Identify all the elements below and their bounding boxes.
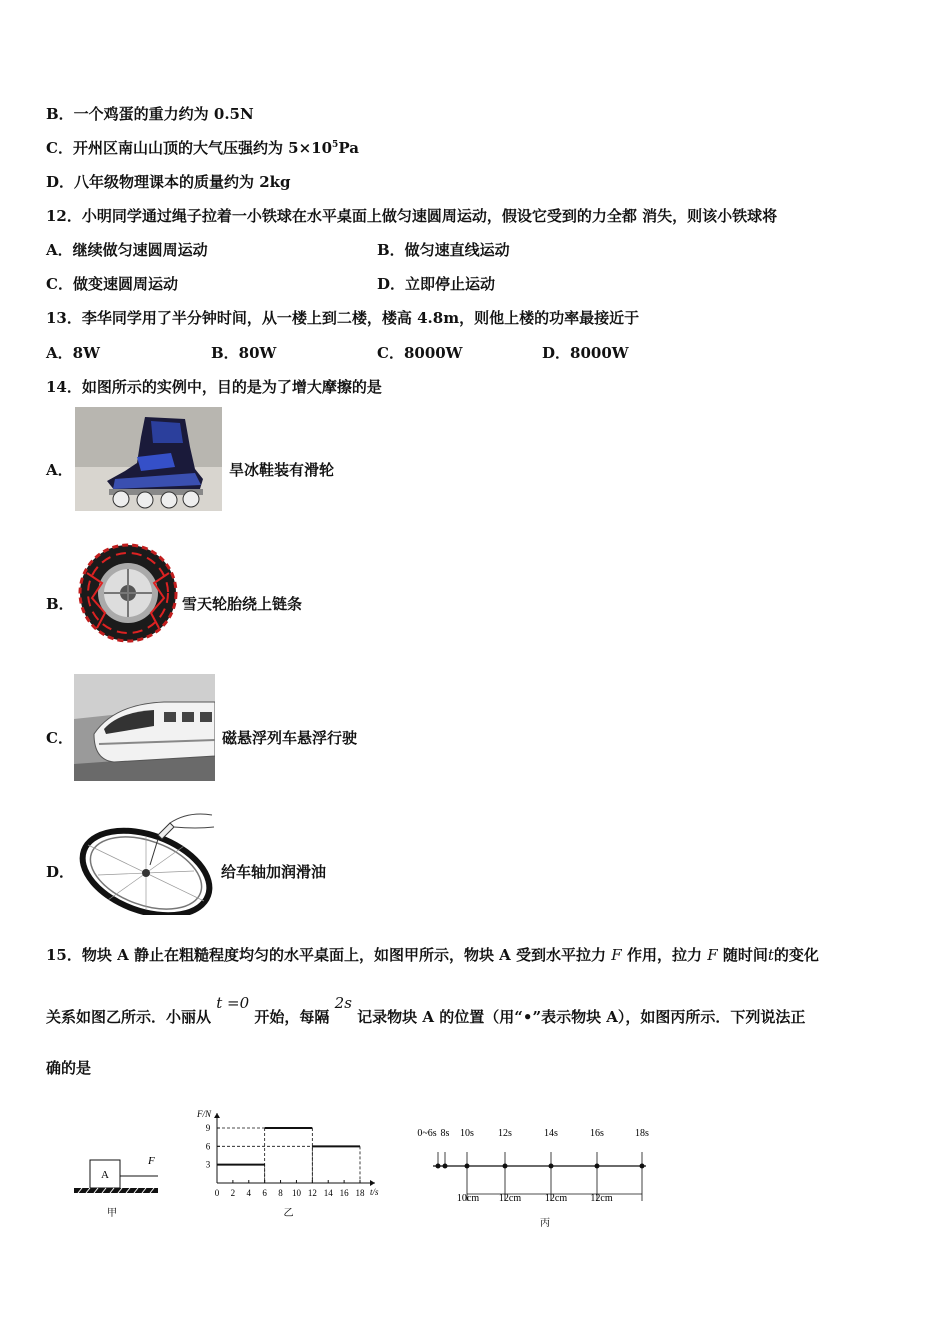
q15-line2-pre: 关系如图乙所示．小丽从 [46,1008,212,1026]
q12-option-d: D．立即停止运动 [377,275,496,293]
var-2s: 2s [334,994,352,1012]
x-tick-label: 8 [278,1188,283,1198]
var-t0: t =0 [216,994,250,1012]
maglev-image [74,674,215,781]
var-f-1: F [611,946,622,964]
q13-stem: 13．李华同学用了半分钟时间，从一楼上到二楼，楼高 4.8m，则他上楼的功率最接近于 [46,309,640,327]
q14-option-c-text: 磁悬浮列车悬浮行驶 [222,729,358,747]
time-label: 18s [635,1128,649,1139]
q14-option-b-text: 雪天轮胎绕上链条 [182,595,303,613]
y-axis-arrow [214,1113,220,1118]
distance-label: 12cm [590,1193,613,1204]
x-tick-label: 10 [291,1188,301,1198]
x-tick-label: 16 [339,1188,349,1198]
q13-option-c: C．8000W [377,344,463,362]
q14-option-d-text: 给车轴加润滑油 [221,863,327,881]
q15-line3: 确的是 [46,1059,92,1077]
x-axis-arrow [370,1180,375,1186]
q11-option-d: D．八年级物理课本的质量约为 2kg [46,173,291,191]
distance-label: 10cm [456,1193,480,1204]
q14-option-a-text: 旱冰鞋装有滑轮 [229,461,335,479]
x-tick-label: 18 [355,1188,365,1198]
time-label: 8s [440,1128,450,1139]
time-label: 16s [590,1128,604,1139]
q11-option-b: B．一个鸡蛋的重力约为 0.5N [46,105,254,123]
q14-option-c-letter: C． [46,729,73,747]
y-tick-label: 9 [205,1123,211,1133]
q11-option-c-sup: 5 [332,140,339,150]
q15-line1-mid: 作用，拉力 [626,946,702,964]
q15-line1-post: 的变化 [773,946,819,964]
figure-jia [70,1150,165,1225]
x-tick-label: 4 [246,1188,252,1198]
distance-label: 12cm [498,1193,522,1204]
skate-image [75,407,222,511]
chart-axes [214,1113,375,1186]
x-tick-label: 14 [323,1188,333,1198]
x-tick-label: 12 [307,1188,317,1198]
q13-option-d: D．8000W [542,344,629,362]
bicycle-wheel-image [78,805,218,915]
q15-line2 [46,994,806,1027]
figure-yi-caption: 乙 [283,1208,294,1219]
q14-stem: 14．如图所示的实例中，目的是为了增大摩擦的是 [46,378,382,396]
y-axis-label: F/N [197,1109,212,1119]
q11-option-c-pre: C．开州区南山山顶的大气压强约为 5×10 [46,139,333,157]
figure-jia-caption: 甲 [107,1208,117,1219]
q15-line1-pre: 15．物块 A 静止在粗糙程度均匀的水平桌面上，如图甲所示，物块 A 受到水平拉力 [46,946,607,964]
force-f-label: F [148,1155,155,1167]
distance-label: 12cm [544,1193,568,1204]
time-label: 14s [544,1128,558,1139]
tire-chain-image [77,543,179,643]
q14-option-d-letter: D． [46,863,75,881]
x-axis-label: t/s [370,1187,379,1197]
q14-option-a-letter: A． [46,461,73,479]
q15-line1-mid2: 随时间 [722,946,768,964]
q15-line1 [46,944,819,965]
block-position-dot [436,1164,441,1169]
figure-yi-chart [190,1103,390,1223]
block-a-label: A [101,1169,109,1181]
x-tick-label: 6 [262,1188,267,1198]
q13-option-a: A．8W [46,344,100,362]
var-t: t [767,946,774,964]
block-position-dot [443,1164,448,1169]
x-tick-label: 0 [214,1188,220,1198]
q14-option-b-letter: B． [46,595,74,613]
q11-option-c-post: Pa [338,139,359,157]
time-label: 0~6s [417,1128,437,1139]
q11-option-c [46,137,359,158]
figure-bing [405,1120,665,1235]
q12-stem: 12．小明同学通过绳子拉着一小铁球在水平桌面上做匀速圆周运动，假设它受到的力全都 消失，则该小铁球将 [46,207,778,225]
q12-option-c: C．做变速圆周运动 [46,275,178,293]
y-tick-label: 6 [205,1141,211,1152]
q12-option-b: B．做匀速直线运动 [377,241,510,259]
q13-option-b: B．80W [211,344,277,362]
q15-line2-mid: 开始，每隔 [254,1008,330,1026]
x-tick-label: 2 [230,1188,236,1198]
figure-bing-caption: 丙 [540,1218,550,1229]
q15-line2-post: 记录物块 A 的位置（用“•”表示物块 A），如图丙所示．下列说法正 [357,1008,806,1026]
var-f-2: F [707,946,718,964]
time-label: 10s [460,1128,474,1139]
time-label: 12s [498,1128,512,1139]
q12-option-a: A．继续做匀速圆周运动 [46,241,208,259]
chart-grid [217,1128,360,1183]
y-tick-label: 3 [205,1159,211,1170]
